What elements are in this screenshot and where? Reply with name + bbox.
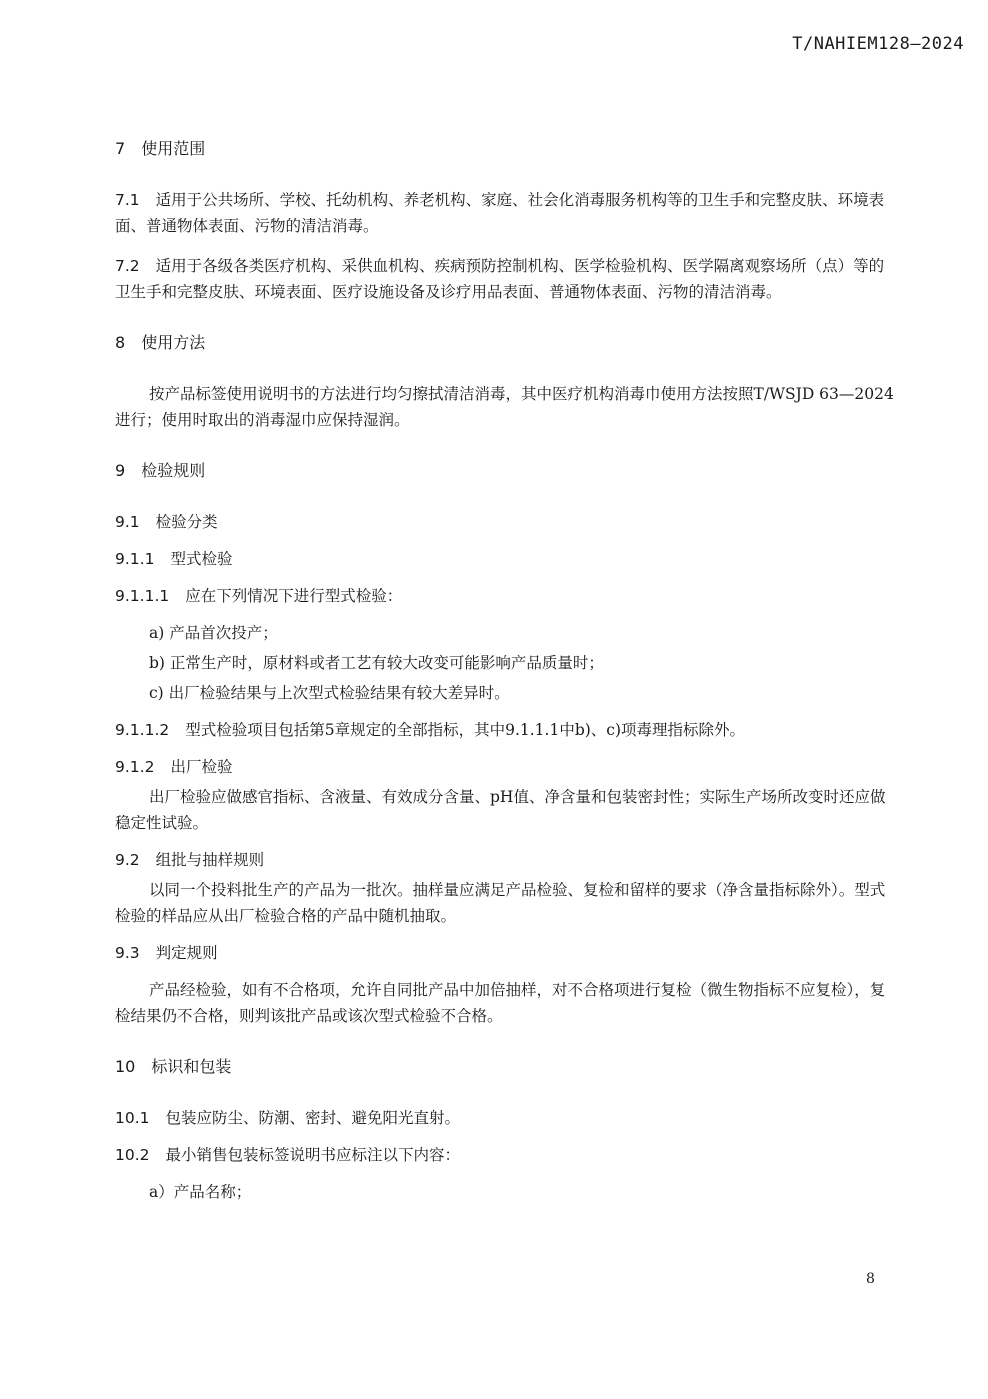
clause-title: 出厂检验: [170, 758, 233, 776]
document-code: T/NAHIEM128—2024: [792, 34, 964, 54]
clause-number: 9.1: [115, 513, 140, 531]
clause-7-2: [115, 253, 895, 305]
clause-number: 10.2: [115, 1146, 150, 1164]
section-title: 标识和包装: [151, 1057, 232, 1076]
clause-text: 应在下列情况下进行型式检验：: [185, 587, 403, 605]
clause-9-3-paragraph: 产品经检验，如有不合格项，允许自同批产品中加倍抽样，对不合格项进行复检（微生物指标不应复检），复检结果仍不合格，则判该批产品或该次型式检验不合格。: [115, 981, 886, 1025]
clause-number: 10.1: [115, 1109, 150, 1127]
clause-7-1: [115, 187, 895, 239]
clause-10-1: [115, 1105, 895, 1131]
clause-title: 检验分类: [155, 513, 218, 531]
clause-9-1-2-heading: [115, 754, 895, 780]
section-number: 8: [115, 333, 126, 352]
clause-9-3-heading: [115, 940, 895, 966]
clause-text: 包装应防尘、防潮、密封、避免阳光直射。: [165, 1109, 461, 1127]
list-item-b: b) 正常生产时，原材料或者工艺有较大改变可能影响产品质量时；: [149, 654, 604, 672]
clause-title: 判定规则: [155, 944, 218, 962]
clause-text: 适用于各级各类医疗机构、采供血机构、疾病预防控制机构、医学检验机构、医学隔离观察场所（点）等的卫生手和完整皮肤、环境表面、医疗设施设备及诊疗用品表面、普通物体表面、污物的清洁消毒。: [115, 257, 885, 301]
clause-9-1-1-2: [115, 717, 895, 743]
clause-number: 7.1: [115, 191, 140, 209]
clause-number: 9.1.2: [115, 758, 155, 776]
list-item-product-name: a）产品名称；: [149, 1183, 252, 1201]
section-number: 10: [115, 1057, 136, 1076]
section-title: 使用方法: [141, 333, 206, 352]
clause-title: 组批与抽样规则: [155, 851, 265, 869]
clause-9-1-1-heading: [115, 546, 895, 572]
section-number: 9: [115, 461, 126, 480]
page-content: [115, 136, 895, 1205]
clause-text: 型式检验项目包括第5章规定的全部指标，其中9.1.1.1中b)、c)项毒理指标除外。: [185, 721, 746, 739]
section-title: 检验规则: [141, 461, 206, 480]
clause-9-1-heading: [115, 509, 895, 535]
clause-text: 最小销售包装标签说明书应标注以下内容：: [165, 1146, 461, 1164]
clause-9-2-paragraph: 以同一个投料批生产的产品为一批次。抽样量应满足产品检验、复检和留样的要求（净含量指标除外）。型式检验的样品应从出厂检验合格的产品中随机抽取。: [115, 881, 886, 925]
clause-number: 9.1.1.1: [115, 587, 170, 605]
section-title: 使用范围: [141, 139, 206, 158]
clause-number: 9.1.1: [115, 550, 155, 568]
section-9-heading: [115, 458, 895, 484]
section-number: 7: [115, 139, 126, 158]
page-number: 8: [866, 1271, 875, 1287]
clause-text: 适用于公共场所、学校、托幼机构、养老机构、家庭、社会化消毒服务机构等的卫生手和完整皮肤、环境表面、普通物体表面、污物的清洁消毒。: [115, 191, 885, 235]
clause-number: 9.2: [115, 851, 140, 869]
section-10-heading: [115, 1054, 895, 1080]
clause-9-1-1-1: [115, 583, 895, 609]
clause-number: 7.2: [115, 257, 140, 275]
clause-number: 9.1.1.2: [115, 721, 170, 739]
clause-10-2: [115, 1142, 895, 1168]
section-7-heading: [115, 136, 895, 162]
clause-title: 型式检验: [170, 550, 233, 568]
clause-number: 9.3: [115, 944, 140, 962]
list-item-c: c) 出厂检验结果与上次型式检验结果有较大差异时。: [149, 684, 510, 702]
clause-9-1-2-paragraph: 出厂检验应做感官指标、含液量、有效成分含量、pH值、净含量和包装密封性；实际生产场所改变时还应做稳定性试验。: [115, 788, 886, 832]
clause-9-2-heading: [115, 847, 895, 873]
list-item-a: a) 产品首次投产；: [149, 624, 278, 642]
section-8-heading: [115, 330, 895, 356]
section-8-paragraph: 按产品标签使用说明书的方法进行均匀擦拭清洁消毒，其中医疗机构消毒巾使用方法按照T/WSJD 63—2024进行；使用时取出的消毒湿巾应保持湿润。: [115, 385, 894, 429]
